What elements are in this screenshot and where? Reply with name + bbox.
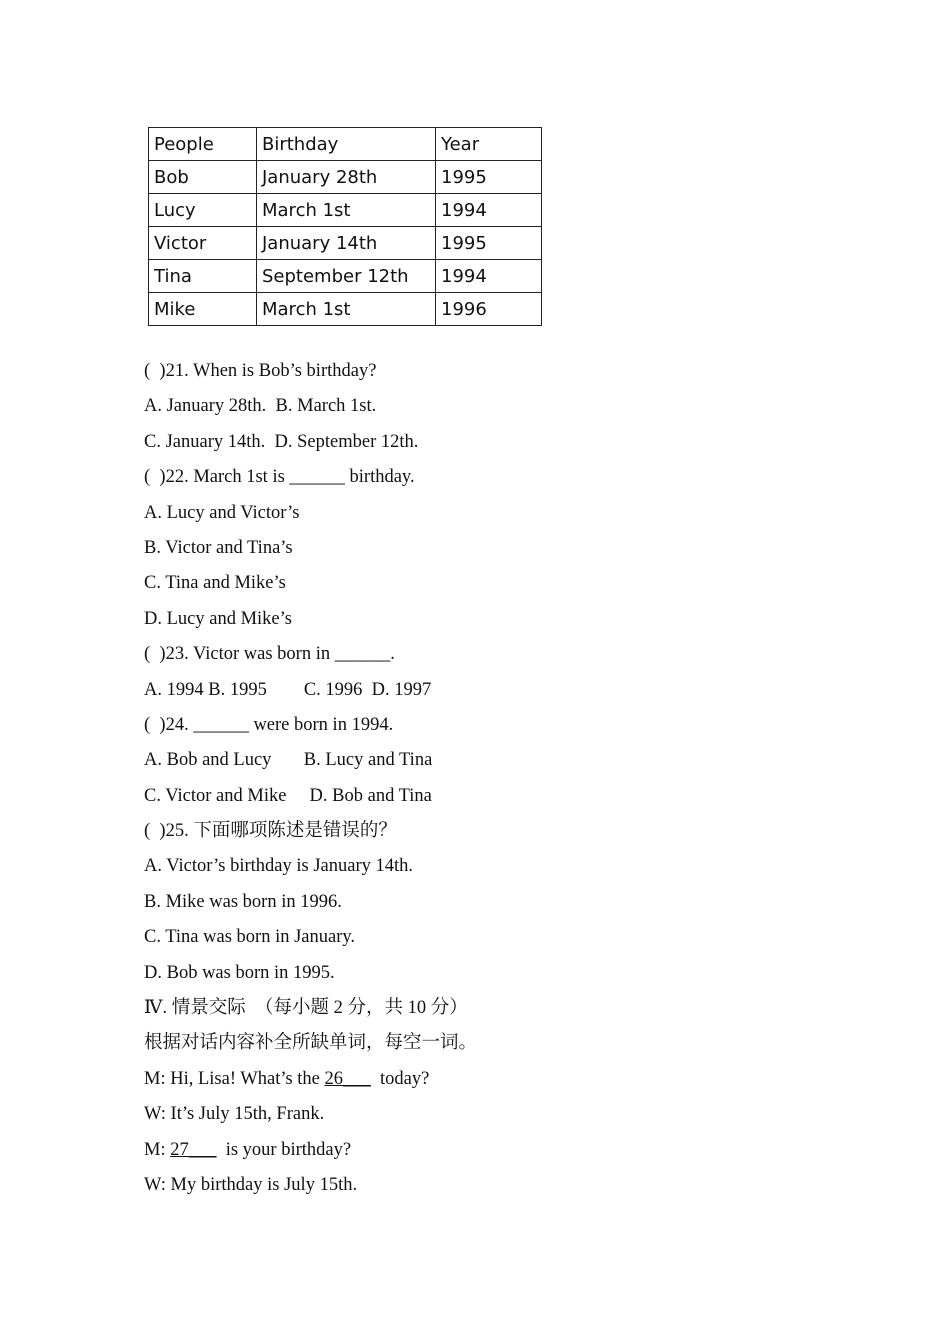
q22-option-a: A. Lucy and Victor’s: [144, 502, 300, 523]
question-21: ( )21. When is Bob’s birthday?: [144, 361, 377, 381]
question-23: ( )23. Victor was born in ______.: [144, 644, 395, 665]
header-cell: Year: [436, 128, 542, 161]
section-heading: Ⅳ. 情景交际 （每小题 2 分，共 10 分）: [144, 998, 468, 1019]
section-instruction: 根据对话内容补全所缺单词，每空一词。: [144, 1033, 478, 1054]
q22-option-b: B. Victor and Tina’s: [144, 537, 293, 558]
q24-options-ab: A. Bob and Lucy B. Lucy and Tina: [144, 750, 433, 771]
question-25: ( )25. 下面哪项陈述是错误的？: [144, 821, 397, 842]
table-cell: 1994: [436, 260, 542, 293]
table-cell: 1995: [436, 161, 542, 194]
table-cell: Tina: [149, 260, 257, 293]
table-cell: January 28th: [257, 161, 436, 194]
dialogue-line-2: W: It’s July 15th, Frank.: [144, 1104, 325, 1125]
table-cell: 1995: [436, 227, 542, 260]
table-cell: Bob: [149, 161, 257, 194]
dialogue-text: is your birthday?: [216, 1139, 352, 1160]
q25-option-d: D. Bob was born in 1995.: [144, 962, 335, 983]
table-cell: 1996: [436, 293, 542, 326]
dialogue-text: M: Hi, Lisa! What’s the: [144, 1068, 325, 1089]
question-22: ( )22. March 1st is ______ birthday.: [144, 467, 415, 488]
q22-option-c: C. Tina and Mike’s: [144, 573, 286, 594]
table-cell: Victor: [149, 227, 257, 260]
table-row: [149, 260, 542, 293]
table-row: [149, 194, 542, 227]
table-cell: January 14th: [257, 227, 436, 260]
question-24: ( )24. ______ were born in 1994.: [144, 714, 394, 735]
q25-option-c: C. Tina was born in January.: [144, 927, 356, 948]
q21-options-ab: A. January 28th. B. March 1st.: [144, 396, 377, 417]
q25-option-a: A. Victor’s birthday is January 14th.: [144, 856, 413, 877]
table-row: [149, 227, 542, 260]
question-text: [144, 356, 477, 1205]
q22-option-d: D. Lucy and Mike’s: [144, 608, 292, 629]
blank-26: 26___: [324, 1068, 371, 1089]
header-cell: Birthday: [257, 128, 436, 161]
table-cell: Lucy: [149, 194, 257, 227]
q23-options: A. 1994 B. 1995 C. 1996 D. 1997: [144, 679, 432, 700]
q24-options-cd: C. Victor and Mike D. Bob and Tina: [144, 785, 432, 806]
q25-option-b: B. Mike was born in 1996.: [144, 891, 342, 912]
q21-options-cd: C. January 14th. D. September 12th.: [144, 431, 419, 452]
dialogue-text: today?: [370, 1068, 430, 1089]
table-row: [149, 161, 542, 194]
birthday-table: [148, 127, 542, 326]
header-cell: People: [149, 128, 257, 161]
table-cell: March 1st: [257, 293, 436, 326]
blank-27: 27___: [170, 1139, 217, 1160]
table-cell: Mike: [149, 293, 257, 326]
dialogue-line-3: [144, 1135, 477, 1170]
dialogue-line-1: [144, 1064, 477, 1099]
table-cell: 1994: [436, 194, 542, 227]
table-cell: March 1st: [257, 194, 436, 227]
table-row: [149, 293, 542, 326]
table-header-row: [149, 128, 542, 161]
dialogue-text: M:: [144, 1139, 171, 1160]
dialogue-line-4: W: My birthday is July 15th.: [144, 1174, 358, 1195]
table-cell: September 12th: [257, 260, 436, 293]
